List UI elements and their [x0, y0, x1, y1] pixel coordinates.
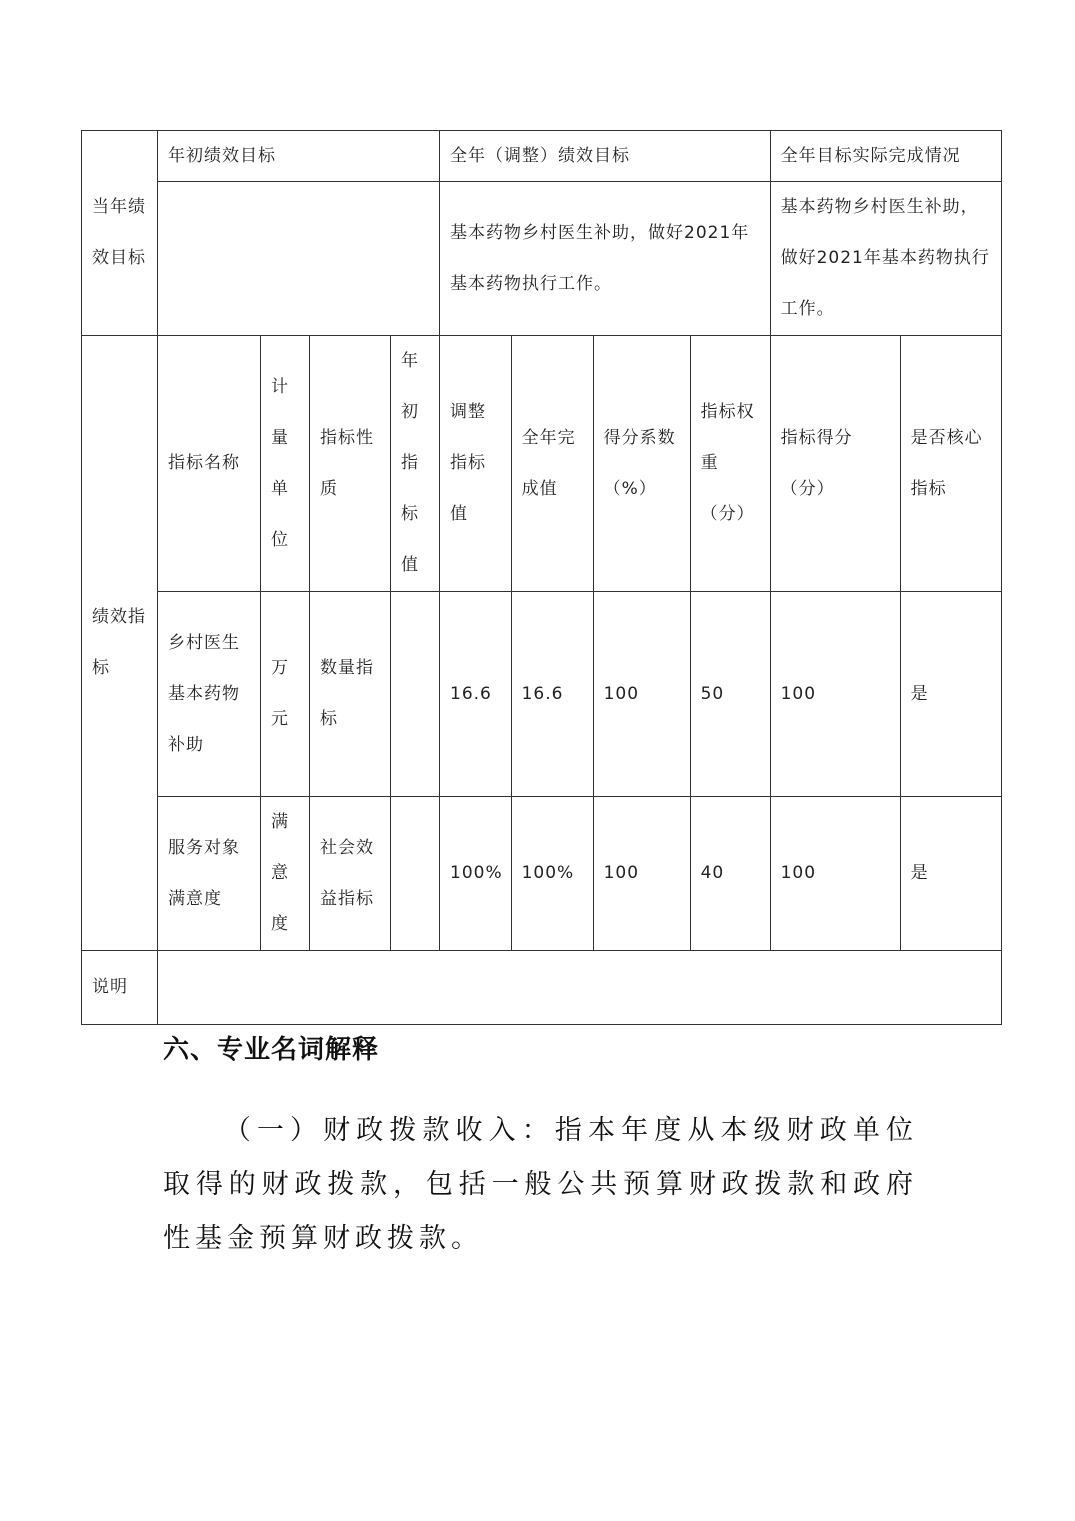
- performance-table: [81, 130, 1002, 1025]
- col-adjusted-value: 调整指标值: [440, 336, 512, 592]
- indicator-header-row: [82, 336, 1002, 592]
- goal-header-initial: 年初绩效目标: [158, 131, 440, 182]
- definition-paragraph: （一）财政拨款收入：指本年度从本级财政单位取得的财政拨款，包括一般公共预算财政拨款和政府性基金预算财政拨款。: [163, 1115, 918, 1254]
- goal-label: 当年绩效目标: [82, 131, 158, 336]
- table-row: [82, 592, 1002, 797]
- goal-header-actual: 全年目标实际完成情况: [770, 131, 1001, 182]
- row2-score: 100: [770, 797, 900, 951]
- col-initial-value: 年初指标值: [391, 336, 440, 592]
- col-completed-value: 全年完成值: [511, 336, 593, 592]
- col-score: 指标得分（分）: [770, 336, 900, 592]
- indicator-label: 绩效指标: [82, 336, 158, 951]
- row2-initial-value: [391, 797, 440, 951]
- row2-weight: 40: [690, 797, 770, 951]
- row2-name: 服务对象满意度: [158, 797, 261, 951]
- explain-label: 说明: [82, 951, 158, 1025]
- col-indicator-name: 指标名称: [158, 336, 261, 592]
- row1-name: 乡村医生基本药物补助: [158, 592, 261, 797]
- row1-unit: 万元: [261, 592, 310, 797]
- row2-is-core: 是: [900, 797, 1001, 951]
- row1-score-coefficient: 100: [593, 592, 690, 797]
- col-is-core: 是否核心指标: [900, 336, 1001, 592]
- goal-value-adjusted: 基本药物乡村医生补助，做好2021年基本药物执行工作。: [440, 182, 771, 336]
- table-row: [82, 797, 1002, 951]
- explain-row: [82, 951, 1002, 1025]
- goal-value-row: [82, 182, 1002, 336]
- col-weight: 指标权重（分）: [690, 336, 770, 592]
- goal-header-row: [82, 131, 1002, 182]
- explain-value: [158, 951, 1002, 1025]
- row1-completed-value: 16.6: [511, 592, 593, 797]
- row2-score-coefficient: 100: [593, 797, 690, 951]
- col-nature: 指标性质: [310, 336, 391, 592]
- row1-is-core: 是: [900, 592, 1001, 797]
- row1-initial-value: [391, 592, 440, 797]
- section-heading: 六、专业名词解释: [163, 1035, 380, 1065]
- row2-adjusted-value: 100%: [440, 797, 512, 951]
- row1-nature: 数量指标: [310, 592, 391, 797]
- row2-completed-value: 100%: [511, 797, 593, 951]
- goal-value-initial: [158, 182, 440, 336]
- row2-unit: 满意度: [261, 797, 310, 951]
- row1-score: 100: [770, 592, 900, 797]
- row1-adjusted-value: 16.6: [440, 592, 512, 797]
- goal-value-actual: 基本药物乡村医生补助，做好2021年基本药物执行工作。: [770, 182, 1001, 336]
- goal-header-adjusted: 全年（调整）绩效目标: [440, 131, 771, 182]
- row1-weight: 50: [690, 592, 770, 797]
- col-score-coefficient: 得分系数（%）: [593, 336, 690, 592]
- row2-nature: 社会效益指标: [310, 797, 391, 951]
- col-unit: 计量单位: [261, 336, 310, 592]
